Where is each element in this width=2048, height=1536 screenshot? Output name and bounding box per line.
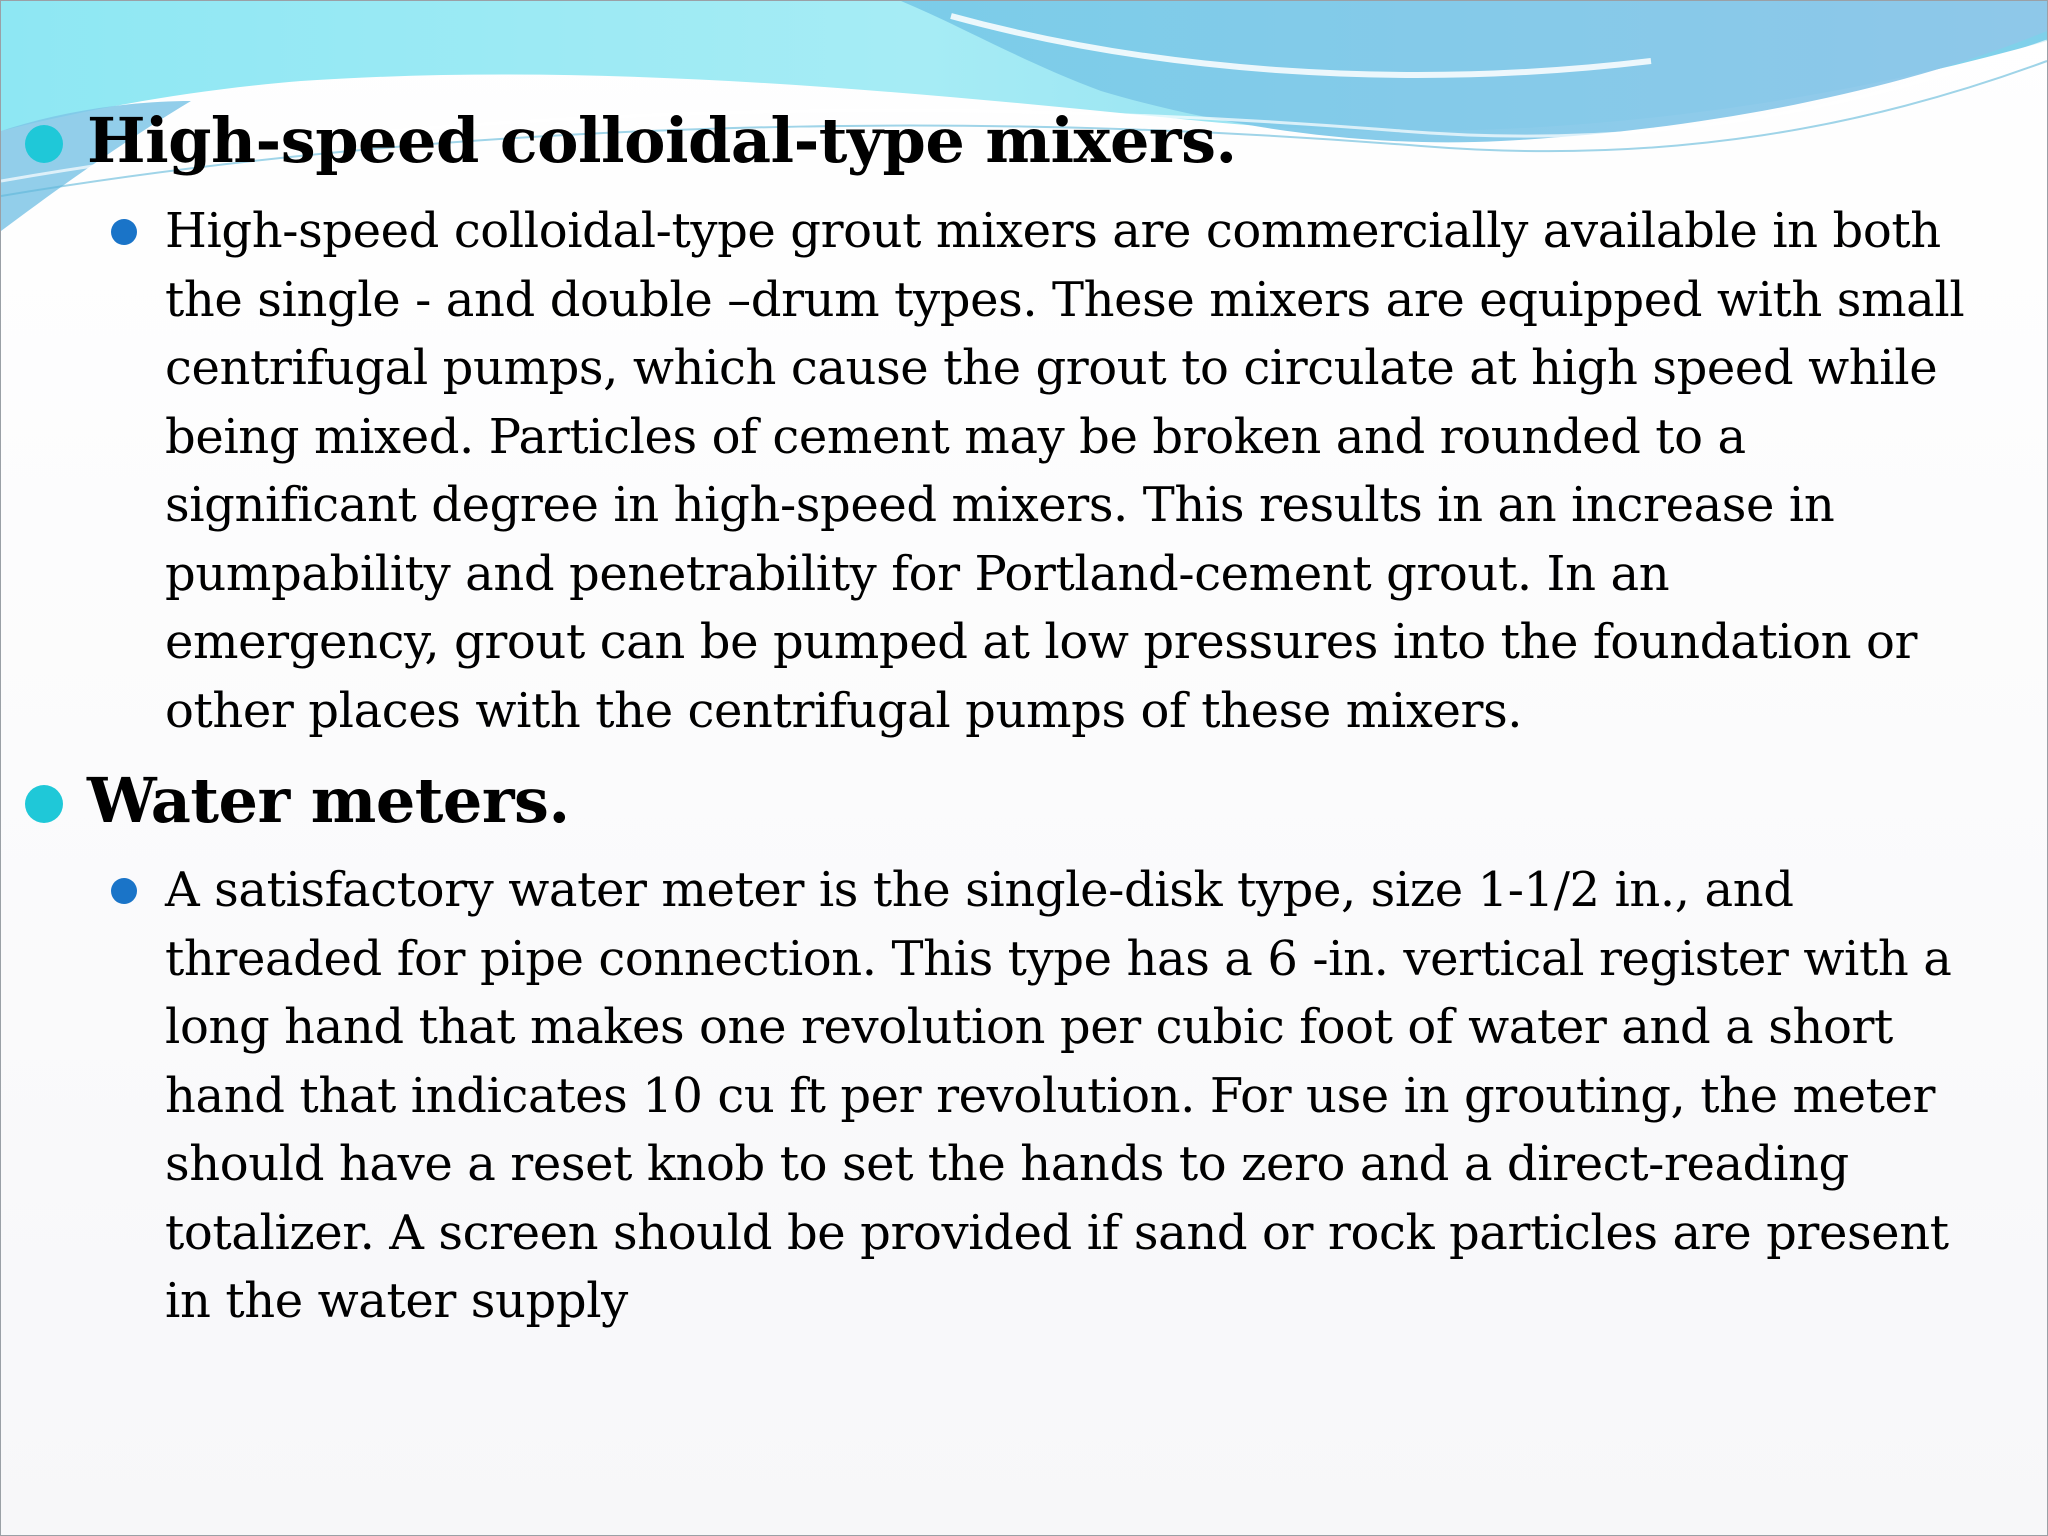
paragraph-line: should have a reset knob to set the hands to zero and a direct-reading — [165, 1136, 1849, 1192]
paragraph-line: other places with the centrifugal pumps of these mixers. — [165, 682, 1523, 739]
section-paragraph — [165, 856, 2048, 1336]
paragraph-line: being mixed. Particles of cement may be broken and rounded to a — [165, 408, 1746, 465]
paragraph-line: threaded for pipe connection. This type has a 6 -in. vertical register with a — [165, 930, 1952, 987]
paragraph-line: centrifugal pumps, which cause the grout to circulate at high speed while — [165, 340, 1938, 396]
section-body-row — [111, 197, 2048, 745]
bullet-dot-icon — [111, 878, 137, 904]
section-body-row — [111, 856, 2048, 1336]
section-heading-row — [25, 101, 1237, 181]
bullet-dot-icon — [25, 785, 63, 823]
paragraph-line: hand that indicates 10 cu ft per revolution. For use in grouting, the meter — [165, 1067, 1936, 1124]
paragraph-line: High-speed colloidal-type grout mixers are commercially available in both — [165, 203, 1941, 259]
bullet-dot-icon — [25, 125, 63, 163]
paragraph-line: the single - and double –drum types. These mixers are equipped with small — [165, 271, 1965, 328]
paragraph-line: A satisfactory water meter is the single-disk type, size 1-1/2 in., and — [165, 862, 1794, 918]
slide-content — [1, 1, 2047, 1535]
paragraph-line: emergency, grout can be pumped at low pressures into the foundation or — [165, 614, 1918, 670]
section-heading: High-speed colloidal-type mixers. — [87, 104, 1237, 177]
section-paragraph — [165, 197, 2048, 745]
paragraph-line: totalizer. A screen should be provided if sand or rock particles are present — [165, 1204, 1949, 1261]
paragraph-line: long hand that makes one revolution per cubic foot of water and a short — [165, 999, 1893, 1055]
paragraph-line: in the water supply — [165, 1273, 628, 1329]
paragraph-line: pumpability and penetrability for Portland-cement grout. In an — [165, 545, 1670, 602]
section-heading-row — [25, 761, 570, 841]
bullet-dot-icon — [111, 219, 137, 245]
paragraph-line: significant degree in high-speed mixers. This results in an increase in — [165, 477, 1835, 533]
section-heading: Water meters. — [87, 764, 570, 837]
